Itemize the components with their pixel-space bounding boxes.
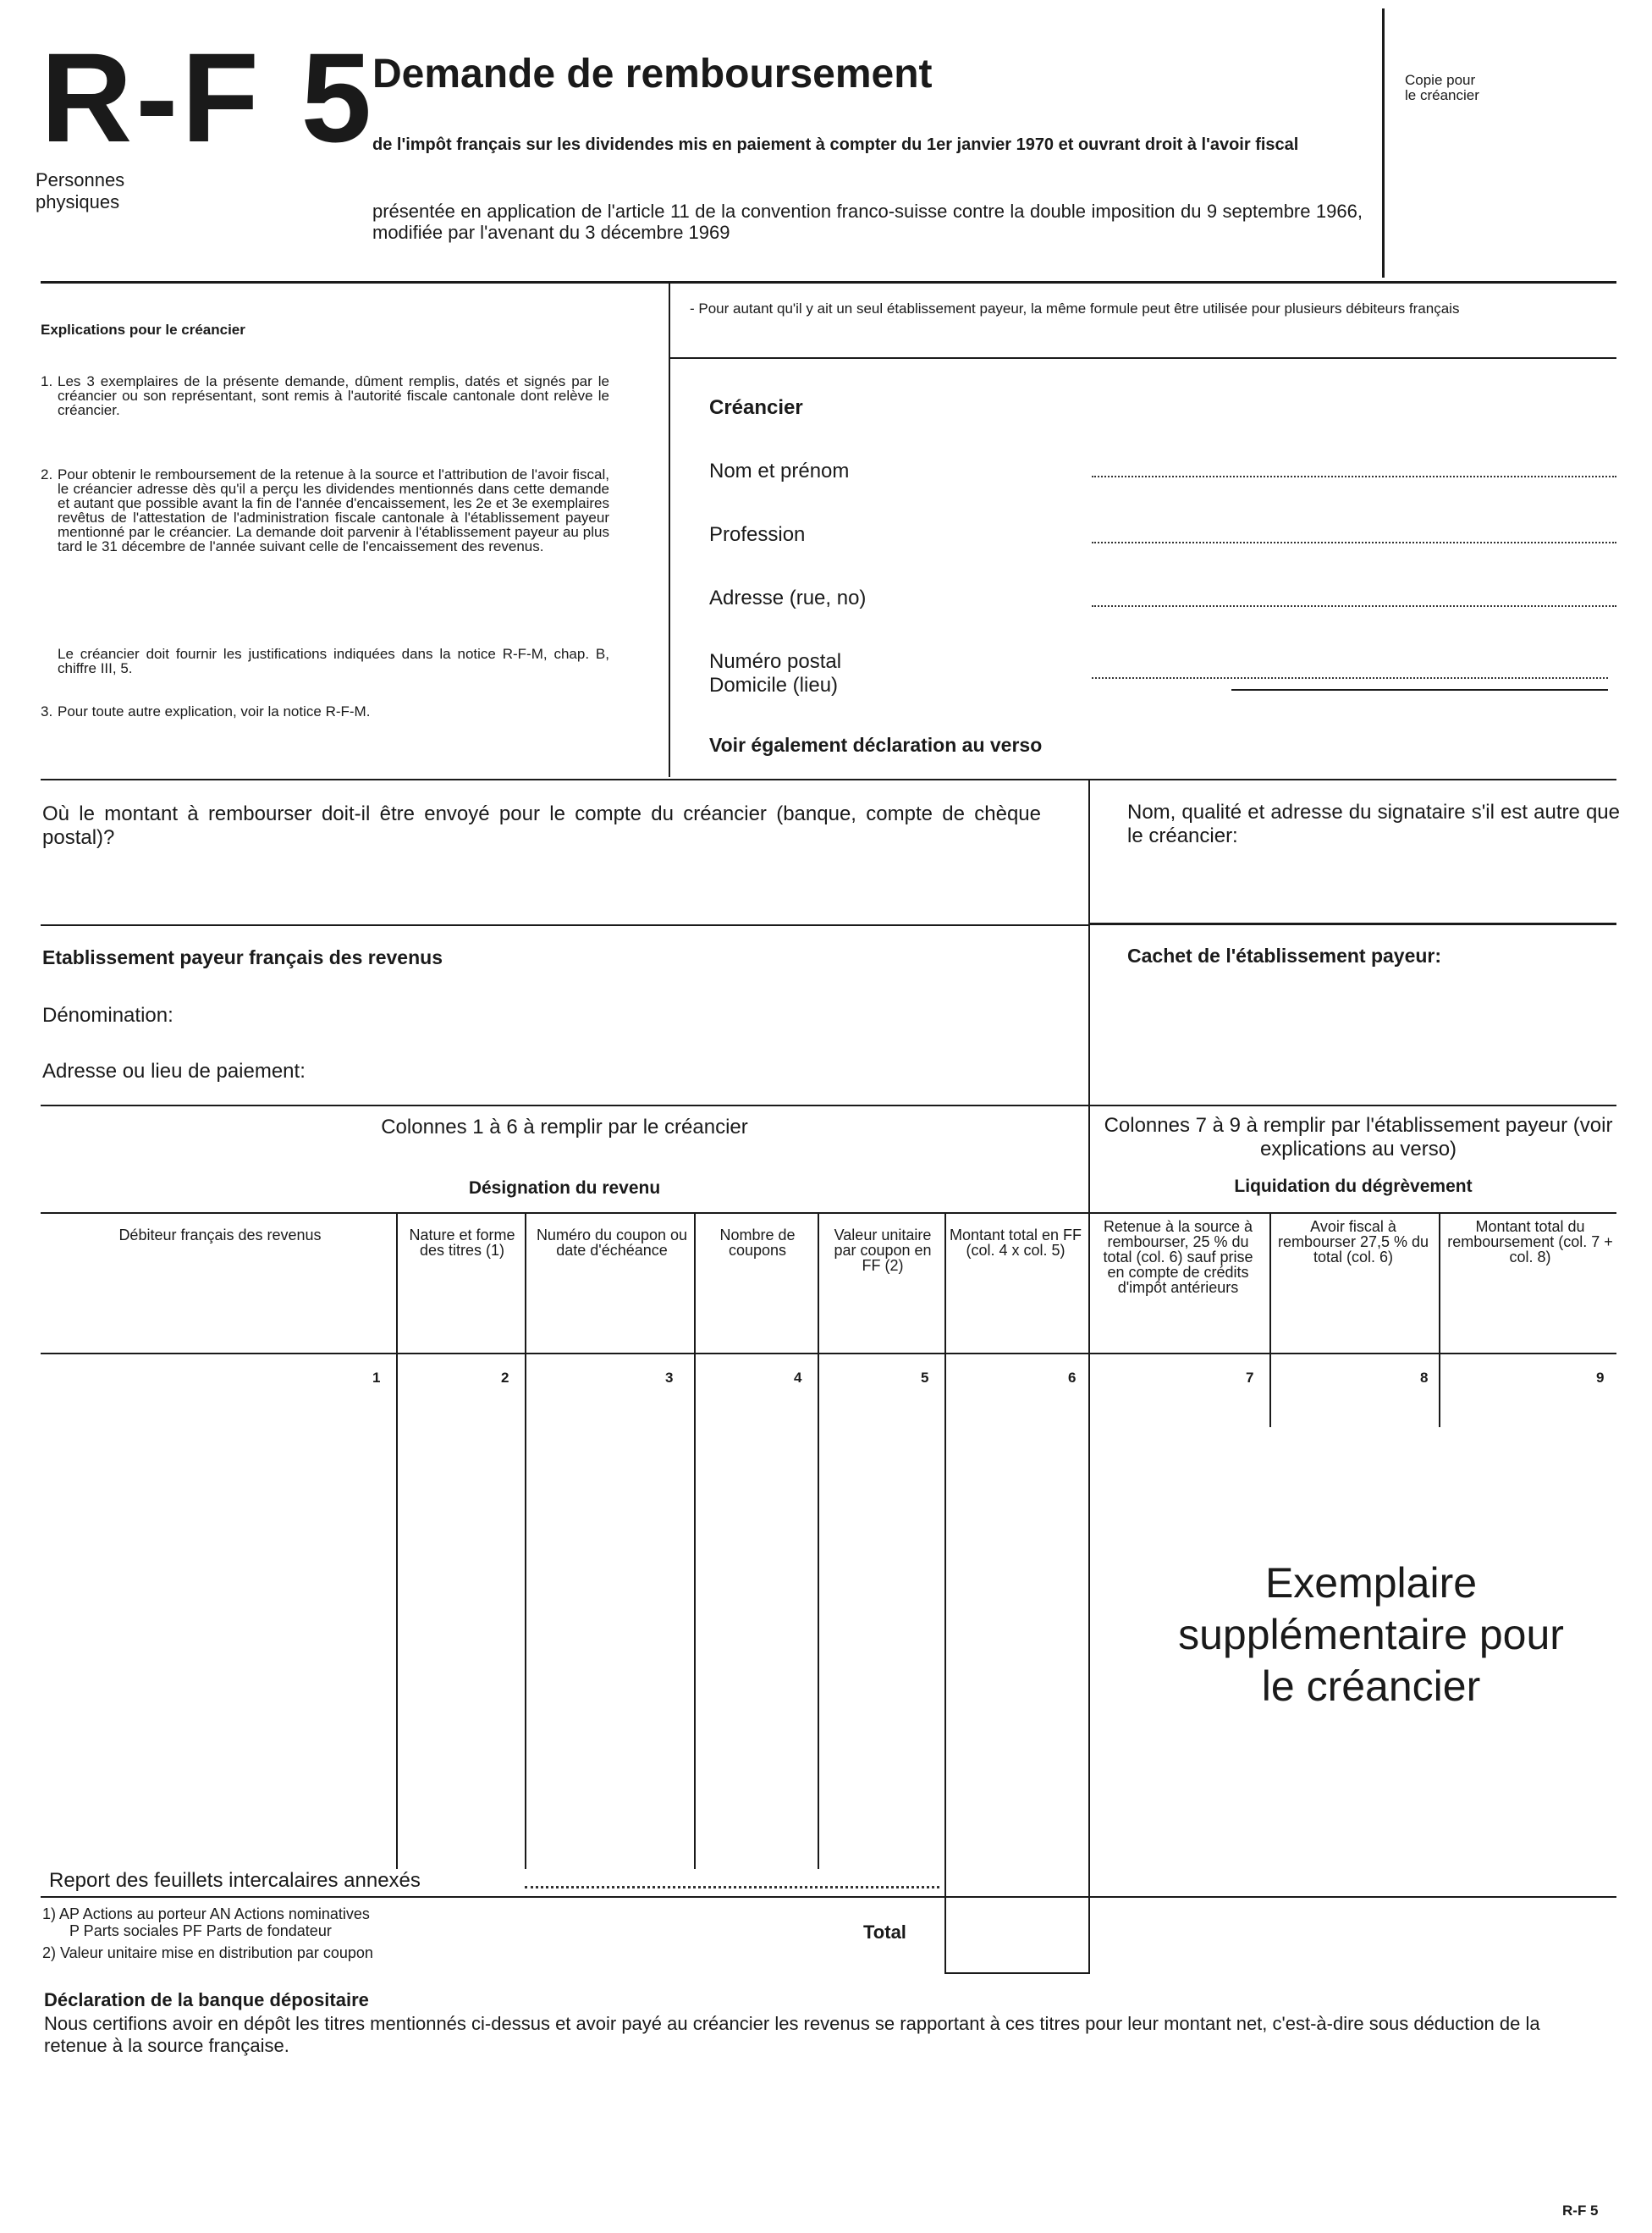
address-label: Adresse (rue, no) [709, 587, 867, 609]
explanation-item-1 [41, 374, 609, 417]
column-4-header: Nombre de coupons [719, 1227, 796, 1259]
total-divider [944, 1896, 946, 1972]
footer-form-code: R-F 5 [1562, 2203, 1599, 2219]
header-rule [41, 281, 1616, 284]
domicile-underline [1231, 689, 1608, 691]
explanation-item-2 [41, 467, 609, 554]
unit-value-cell[interactable] [821, 1388, 943, 1862]
explanation-text: Les 3 exemplaires de la présente demande, dûment remplis, datés et signés par le créancier ou son représentant, sont remis à l'autorité fiscale cantonale dont relève le créancier. [58, 373, 609, 418]
section-rule-2-right [1090, 923, 1616, 925]
footnote-2: 2) Valeur unitaire mise en distribution par coupon [42, 1944, 373, 1961]
bank-declaration-heading: Déclaration de la banque dépositaire [44, 1989, 369, 2010]
copy-label: Copie pour le créancier [1405, 72, 1479, 103]
form-category: Personnes physiques [36, 169, 125, 212]
column-header-rule [41, 1353, 1616, 1354]
carry-over-leader [525, 1886, 939, 1888]
explanations-title: Explications pour le créancier [41, 322, 245, 338]
name-field[interactable] [1092, 476, 1616, 477]
column-1-header: Débiteur français des revenus [118, 1227, 322, 1243]
section-rule-2-left [41, 924, 1088, 926]
postal-domicile-field[interactable] [1092, 677, 1608, 679]
column-9-number: 9 [1596, 1370, 1605, 1386]
explanation-text: Pour toute autre explication, voir la notice R-F-M. [58, 703, 371, 720]
name-label: Nom et prénom [709, 460, 850, 482]
table-header-rule [41, 1212, 1616, 1214]
column-3-header: Numéro du coupon ou date d'échéance [536, 1227, 688, 1259]
right-columns-instruction: Colonnes 7 à 9 à remplir par l'établissement payeur (voir explications au verso) [1104, 1114, 1613, 1161]
single-establishment-note: - Pour autant qu'il y ait un seul établissement payeur, la même formule peut être utilisée pour plusieurs débiteurs français [690, 300, 1460, 317]
explanation-item-2-note [41, 647, 609, 675]
form-code: R-F 5 [41, 26, 375, 168]
explanation-number: 2. [41, 466, 53, 482]
profession-field[interactable] [1092, 542, 1616, 543]
page-title: Demande de remboursement [372, 52, 933, 96]
column-2-header: Nature et forme des titres (1) [409, 1227, 515, 1259]
creditor-top-rule [670, 357, 1616, 359]
column-divider [396, 1212, 398, 1869]
column-divider [1439, 1212, 1440, 1427]
securities-type-cell[interactable] [399, 1388, 523, 1862]
column-5-header: Valeur unitaire par coupon en FF (2) [834, 1227, 932, 1274]
column-7-number: 7 [1246, 1370, 1254, 1386]
relief-settlement-heading: Liquidation du dégrèvement [1234, 1177, 1473, 1196]
column-divider [818, 1212, 819, 1869]
explanation-text: Pour obtenir le remboursement de la retenue à la source et l'attribution de l'avoir fiscal, le créancier adresse dès qu'il a perçu les dividendes mentionnés dans cette demande et autant que possible avant la fin de l'année d'encaissement, les 2e et 3e exemplaires revêtus de l'attestation de l'administration fiscale cantonale à l'établissement payeur mentionné par le créancier. La demande doit parvenir à l'établissement payeur au plus tard le 31 décembre de l'année suivant celle de l'encaissement des revenus. [58, 466, 609, 554]
column-6-number: 6 [1068, 1370, 1077, 1386]
column-8-number: 8 [1420, 1370, 1429, 1386]
establishment-heading: Etablissement payeur français des revenus [42, 946, 443, 968]
refund-destination-question: Où le montant à rembourser doit-il être envoyé pour le compte du créancier (banque, compte de chèque postal)? [42, 802, 1041, 849]
column-divider [1269, 1212, 1271, 1427]
address-field[interactable] [1092, 605, 1616, 607]
column-divider [694, 1212, 696, 1869]
total-field[interactable] [948, 1899, 1087, 1971]
coupon-number-cell[interactable] [528, 1388, 692, 1862]
total-divider [1088, 1896, 1090, 1972]
explanation-text: Le créancier doit fournir les justifications indiquées dans la notice R-F-M, chap. B, chiffre III, 5. [58, 646, 609, 676]
postal-code-label: Numéro postal [709, 650, 842, 673]
header-divider [1382, 8, 1385, 278]
coupon-count-cell[interactable] [697, 1388, 816, 1862]
total-bottom-rule [944, 1972, 1090, 1974]
explanation-item-3 [41, 704, 609, 719]
see-also-note: Voir également déclaration au verso [709, 734, 1043, 756]
column-6-header: Montant total en FF (col. 4 x col. 5) [949, 1227, 1082, 1259]
supplementary-copy-notice: Exemplaire supplémentaire pour le créancier [1178, 1559, 1564, 1710]
revenue-designation-heading: Désignation du revenu [468, 1178, 661, 1198]
legal-basis-text: présentée en application de l'article 11 de la convention franco-suisse contre la double imposition du 9 septembre 1966, modifiée par l'avenant du 3 décembre 1969 [372, 201, 1363, 243]
column-1-number: 1 [372, 1370, 381, 1386]
column-divider [944, 1212, 946, 1896]
section-rule-1 [41, 779, 1616, 780]
column-5-number: 5 [921, 1370, 929, 1386]
center-divider [1088, 780, 1090, 1896]
denomination-label: Dénomination: [42, 1004, 173, 1027]
explanation-number: 1. [41, 373, 53, 389]
section-rule-3 [41, 1105, 1616, 1106]
column-divider [525, 1212, 526, 1869]
carry-over-label: Report des feuillets intercalaires annexés [49, 1869, 421, 1892]
payment-address-label: Adresse ou lieu de paiement: [42, 1060, 306, 1083]
column-8-header: Avoir fiscal à rembourser 27,5 % du total (col. 6) [1277, 1218, 1429, 1265]
signatory-question: Nom, qualité et adresse du signataire s'il est autre que le créancier: [1127, 801, 1620, 847]
column-4-number: 4 [794, 1370, 802, 1386]
profession-label: Profession [709, 523, 806, 546]
stamp-label: Cachet de l'établissement payeur: [1127, 945, 1442, 967]
debtor-column-cell[interactable] [42, 1388, 394, 1862]
footnote-1-line-1: 1) AP Actions au porteur AN Actions nominatives [42, 1905, 370, 1922]
left-columns-instruction: Colonnes 1 à 6 à remplir par le créancier [381, 1116, 748, 1139]
domicile-label: Domicile (lieu) [709, 674, 839, 697]
column-7-header: Retenue à la source à rembourser, 25 % du total (col. 6) sauf prise en compte de crédits d'impôt antérieurs [1103, 1218, 1253, 1296]
footnote-1-line-2: P Parts sociales PF Parts de fondateur [69, 1922, 332, 1939]
total-label: Total [863, 1921, 906, 1943]
bank-declaration-text: Nous certifions avoir en dépôt les titres mentionnés ci-dessus et avoir payé au créancier les revenus se rapportant à ces titres pour leur montant net, c'est-à-dire sous déduction de la retenue à la source française. [44, 2013, 1540, 2056]
creditor-heading: Créancier [709, 396, 803, 419]
explanation-number: 3. [41, 703, 53, 720]
total-amount-cell[interactable] [948, 1388, 1087, 1862]
form-subtitle: de l'impôt français sur les dividendes mis en paiement à compter du 1er janvier 1970 et ouvrant droit à l'avoir fiscal [372, 135, 1299, 154]
column-3-number: 3 [665, 1370, 674, 1386]
column-9-header: Montant total du remboursement (col. 7 + col. 8) [1447, 1218, 1613, 1265]
carry-over-rule [41, 1896, 1616, 1898]
column-2-number: 2 [501, 1370, 509, 1386]
